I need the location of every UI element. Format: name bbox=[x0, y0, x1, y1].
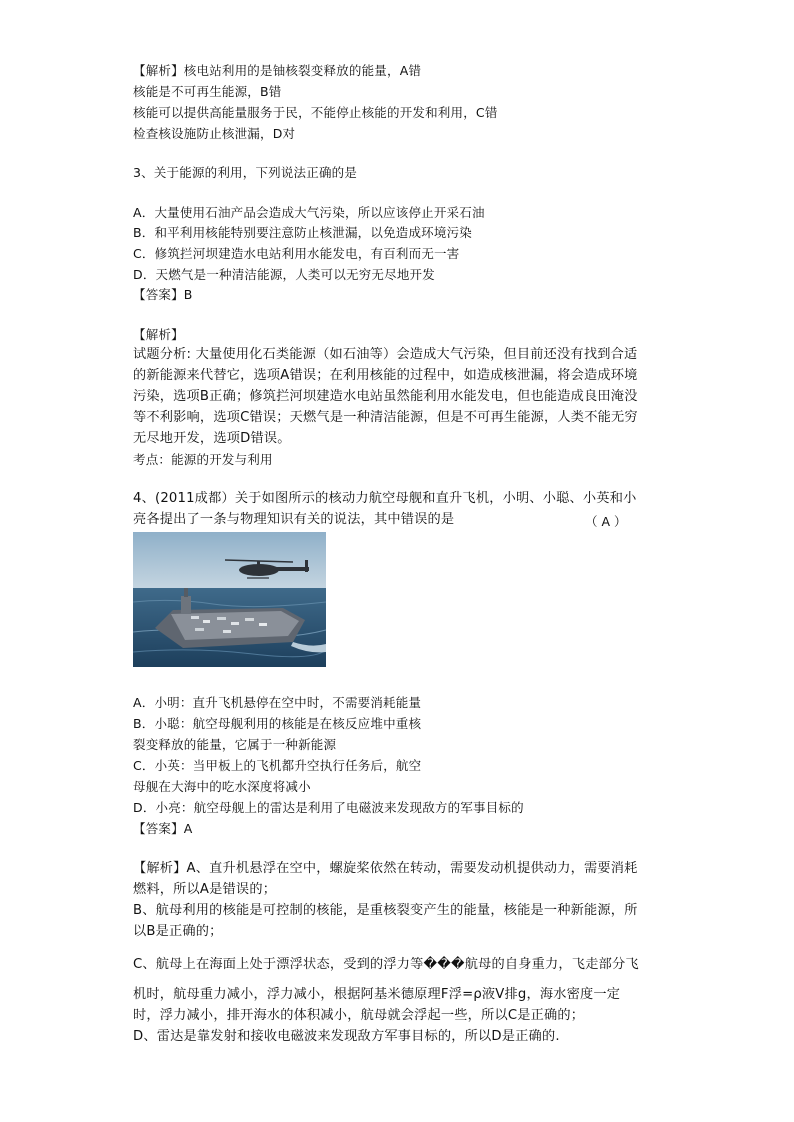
question-4-analysis-line-1: 【解析】A、直升机悬浮在空中，螺旋桨依然在转动，需要发动机提供动力，需要消耗 bbox=[133, 861, 638, 876]
prev-analysis-line-2: 核能是不可再生能源，B错 bbox=[133, 84, 282, 99]
question-3-analysis-line-2: 的新能源来代替它，选项A错误；在利用核能的过程中，如造成核泄漏，将会造成环境 bbox=[133, 368, 638, 383]
prev-analysis-line-4: 检查核设施防止核泄漏，D对 bbox=[133, 126, 296, 141]
question-4-answer: 【答案】A bbox=[133, 821, 193, 836]
question-3-analysis-line-1: 试题分析: 大量使用化石类能源（如石油等）会造成大气污染，但目前还没有找到合适 bbox=[133, 347, 638, 362]
question-4-analysis-line-7: 时，浮力减小，排开海水的体积减小，航母就会浮起一些，所以C是正确的； bbox=[133, 1008, 585, 1023]
question-3-option-a: A．大量使用石油产品会造成大气污染，所以应该停止开采石油 bbox=[133, 205, 485, 220]
question-4-option-b-line-2: 裂变释放的能量，它属于一种新能源 bbox=[133, 737, 337, 752]
prev-analysis-line-1: 【解析】核电站利用的是铀核裂变释放的能量，A错 bbox=[133, 63, 422, 78]
prev-analysis-line-3: 核能可以提供高能量服务于民，不能停止核能的开发和利用，C错 bbox=[133, 105, 498, 120]
question-3-analysis-line-4: 等不利影响，选项C错误；天燃气是一种清洁能源，但是不可再生能源，人类不能无穷 bbox=[133, 410, 638, 425]
question-3-analysis-line-3: 污染，选项B正确；修筑拦河坝建造水电站虽然能利用水能发电，但也能造成良田淹没 bbox=[133, 389, 638, 404]
question-3-knowledge-point: 考点：能源的开发与利用 bbox=[133, 452, 273, 467]
question-4-analysis-line-3: B、航母利用的核能是可控制的核能，是重核裂变产生的能量，核能是一种新能源，所 bbox=[133, 903, 638, 918]
question-3-stem: 3、关于能源的利用，下列说法正确的是 bbox=[133, 165, 358, 180]
question-4-stem-line-2: 亮各提出了一条与物理知识有关的说法，其中错误的是 bbox=[133, 512, 455, 527]
question-4-analysis-line-8: D、雷达是靠发射和接收电磁波来发现敌方军事目标的，所以D是正确的. bbox=[133, 1029, 560, 1044]
question-4-option-c-line-1: C．小英：当甲板上的飞机都升空执行任务后，航空 bbox=[133, 758, 422, 773]
question-3-option-c: C．修筑拦河坝建造水电站利用水能发电，有百利而无一害 bbox=[133, 246, 460, 261]
question-4-answer-mark: （ A ） bbox=[585, 514, 627, 529]
question-3-answer: 【答案】B bbox=[133, 287, 193, 302]
aircraft-carrier-photo bbox=[133, 532, 326, 667]
question-4-analysis-line-2: 燃料，所以A是错误的； bbox=[133, 882, 277, 897]
question-4-analysis-line-5: C、航母上在海面上处于漂浮状态，受到的浮力等���航母的自身重力，飞走部分飞 bbox=[133, 957, 639, 972]
question-3-option-d: D．天燃气是一种清洁能源，人类可以无穷无尽地开发 bbox=[133, 267, 435, 282]
question-4-stem-line-1: 4、(2011成都）关于如图所示的核动力航空母舰和直升飞机，小明、小聪、小英和小 bbox=[133, 491, 637, 506]
question-4-option-c-line-2: 母舰在大海中的吃水深度将减小 bbox=[133, 779, 311, 794]
question-3-analysis-heading: 【解析】 bbox=[133, 327, 184, 342]
question-4-analysis-line-6: 机时，航母重力减小，浮力减小，根据阿基米德原理F浮=ρ液V排g，海水密度一定 bbox=[133, 987, 621, 1002]
question-4-option-b-line-1: B．小聪：航空母舰利用的核能是在核反应堆中重核 bbox=[133, 716, 422, 731]
question-3-analysis-line-5: 无尽地开发，选项D错误。 bbox=[133, 431, 291, 446]
question-4-option-a: A．小明：直升飞机悬停在空中时，不需要消耗能量 bbox=[133, 695, 422, 710]
question-3-option-b: B．和平利用核能特别要注意防止核泄漏，以免造成环境污染 bbox=[133, 225, 472, 240]
question-4-option-d: D．小亮：航空母舰上的雷达是利用了电磁波来发现敌方的军事目标的 bbox=[133, 800, 524, 815]
question-4-analysis-line-4: 以B是正确的； bbox=[133, 924, 223, 939]
